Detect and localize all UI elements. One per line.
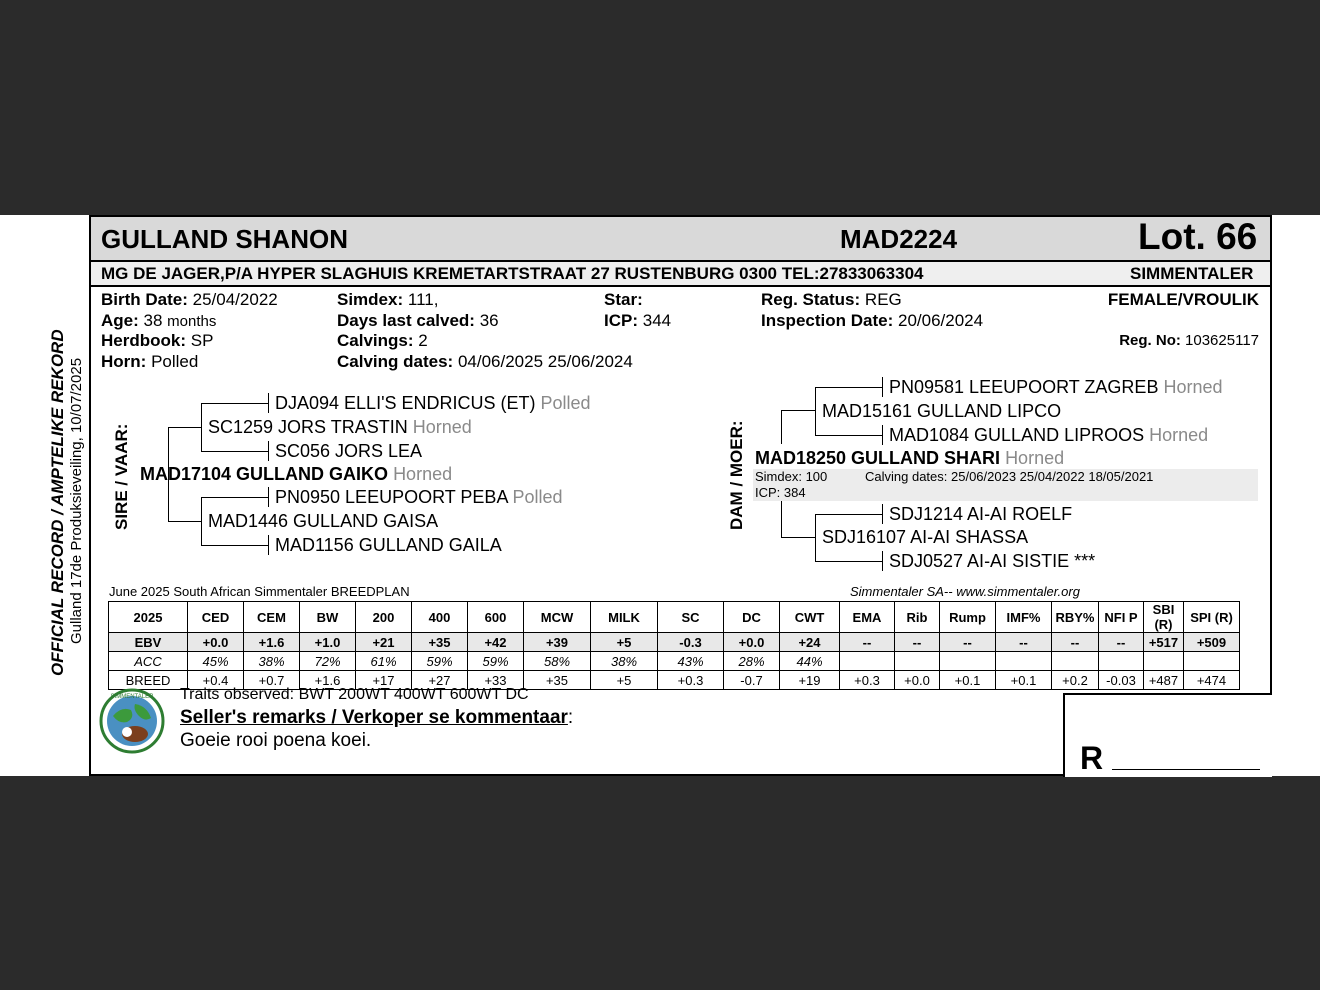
table-cell: +5 [591, 633, 658, 652]
animal-tag: MAD2224 [840, 224, 958, 254]
table-cell: +27 [412, 671, 468, 690]
table-cell: +0.2 [1052, 671, 1099, 690]
table-cell: -- [996, 633, 1052, 652]
lot-number: Lot. 66 [1138, 216, 1258, 257]
inspection-date: Inspection Date: 20/06/2024 [761, 311, 984, 330]
table-cell: +24 [780, 633, 840, 652]
animal-name: GULLAND SHANON [101, 224, 348, 254]
table-cell: +0.1 [996, 671, 1052, 690]
table-cell: ACC [109, 652, 188, 671]
table-cell: +0.1 [940, 671, 996, 690]
table-cell: 2025 [109, 602, 188, 633]
sire-sire-sire: DJA094 ELLI'S ENDRICUS (ET) Polled [275, 393, 591, 413]
table-cell: 38% [244, 652, 300, 671]
table-cell: +474 [1184, 671, 1240, 690]
reg-status: Reg. Status: REG [761, 290, 902, 309]
table-cell: +0.0 [188, 633, 244, 652]
table-cell: +0.3 [840, 671, 895, 690]
remarks-text: Goeie rooi poena koei. [180, 730, 372, 751]
dam-sire-sire: PN09581 LEEUPOORT ZAGREB Horned [889, 377, 1223, 397]
table-cell: Rib [895, 602, 940, 633]
table-cell: +1.6 [300, 671, 356, 690]
table-cell: Rump [940, 602, 996, 633]
herdbook: Herdbook: SP [101, 331, 214, 350]
table-cell: 200 [356, 602, 412, 633]
table-cell: +33 [468, 671, 524, 690]
table-cell: -0.3 [658, 633, 724, 652]
sire-sire-dam: SC056 JORS LEA [275, 441, 423, 461]
price-line[interactable] [1112, 769, 1260, 770]
table-row-ebv [109, 633, 1240, 652]
table-cell: IMF% [996, 602, 1052, 633]
reg-number: Reg. No: 103625117 [1119, 332, 1259, 349]
table-cell: 43% [658, 652, 724, 671]
dam-label: DAM / MOER: [727, 420, 746, 530]
table-cell [940, 652, 996, 671]
table-cell: +517 [1144, 633, 1184, 652]
table-cell: -- [895, 633, 940, 652]
remarks-title: Seller's remarks / Verkoper se kommentaar: [180, 707, 574, 728]
age: Age: 38 months [101, 311, 217, 330]
table-cell: +35 [524, 671, 591, 690]
calving-dates: Calving dates: 04/06/2025 25/06/2024 [337, 352, 633, 371]
official-record-label: OFFICIAL RECORD / AMPTELIKE REKORD [48, 329, 67, 676]
table-cell: RBY% [1052, 602, 1099, 633]
table-cell: EMA [840, 602, 895, 633]
table-cell: +0.0 [895, 671, 940, 690]
table-cell [895, 652, 940, 671]
sale-label: Gulland 17de Produksieveiling, 10/07/2025 [68, 357, 85, 644]
table-cell: CWT [780, 602, 840, 633]
table-cell: -0.7 [724, 671, 780, 690]
table-cell: +19 [780, 671, 840, 690]
breedplan-title: June 2025 South African Simmentaler BREEDPLAN [109, 584, 410, 599]
table-cell: 400 [412, 602, 468, 633]
birth-date: Birth Date: 25/04/2022 [101, 290, 278, 309]
table-cell: SC [658, 602, 724, 633]
table-cell [996, 652, 1052, 671]
table-cell: +5 [591, 671, 658, 690]
table-cell: +0.7 [244, 671, 300, 690]
table-cell [1184, 652, 1240, 671]
sire-label: SIRE / VAAR: [112, 423, 131, 530]
table-cell: MILK [591, 602, 658, 633]
table-cell: +42 [468, 633, 524, 652]
table-cell: 61% [356, 652, 412, 671]
sire-sire: SC1259 JORS TRASTIN Horned [208, 417, 472, 437]
calvings: Calvings: 2 [337, 331, 428, 350]
price-label: R [1080, 740, 1104, 776]
traits-observed: Traits observed: BWT 200WT 400WT 600WT DC [180, 686, 529, 703]
sire-dam-sire: PN0950 LEEUPOORT PEBA Polled [275, 487, 563, 507]
dam-simdex: Simdex: 100 [755, 469, 828, 484]
days-last-calved: Days last calved: 36 [337, 311, 499, 330]
table-cell [1052, 652, 1099, 671]
table-cell: BW [300, 602, 356, 633]
breedplan-website: Simmentaler SA-- www.simmentaler.org [850, 584, 1080, 599]
dam-dam-dam: SDJ0527 AI-AI SISTIE *** [889, 551, 1096, 571]
bottom-border [89, 774, 1065, 776]
table-cell: +39 [524, 633, 591, 652]
table-cell: +17 [356, 671, 412, 690]
table-cell: -- [1099, 633, 1144, 652]
table-cell: SPI (R) [1184, 602, 1240, 633]
sire-dam: MAD1446 GULLAND GAISA [208, 511, 439, 531]
icp: ICP: 344 [604, 311, 672, 330]
table-cell: 28% [724, 652, 780, 671]
table-cell [1144, 652, 1184, 671]
table-cell: +0.0 [724, 633, 780, 652]
table-cell: DC [724, 602, 780, 633]
owner-info: MG DE JAGER,P/A HYPER SLAGHUIS KREMETARTSTRAAT 27 RUSTENBURG 0300 TEL:27833063304 [101, 264, 924, 283]
table-cell: BREED [109, 671, 188, 690]
table-cell: CEM [244, 602, 300, 633]
dam-sire: MAD15161 GULLAND LIPCO [822, 401, 1062, 421]
table-cell: +1.0 [300, 633, 356, 652]
table-cell: 44% [780, 652, 840, 671]
dam-icp: ICP: 384 [755, 485, 806, 500]
table-cell: EBV [109, 633, 188, 652]
dam-dam: SDJ16107 AI-AI SHASSA [822, 527, 1029, 547]
simmentaler-logo [99, 688, 165, 754]
breed-name: SIMMENTALER [1130, 264, 1254, 283]
table-cell: -0.03 [1099, 671, 1144, 690]
star: Star: [604, 290, 643, 309]
table-cell [1099, 652, 1144, 671]
sex: FEMALE/VROULIK [1107, 290, 1259, 309]
sire-dam-dam: MAD1156 GULLAND GAILA [275, 535, 502, 555]
table-cell: 59% [412, 652, 468, 671]
table-cell: 59% [468, 652, 524, 671]
table-cell: -- [840, 633, 895, 652]
table-cell: NFI P [1099, 602, 1144, 633]
table-cell: SBI (R) [1144, 602, 1184, 633]
table-cell: +1.6 [244, 633, 300, 652]
table-cell [840, 652, 895, 671]
simdex: Simdex: 111, [337, 290, 439, 309]
table-row-acc [109, 652, 1240, 671]
table-cell: +0.3 [658, 671, 724, 690]
dam-name: MAD18250 GULLAND SHARI Horned [755, 448, 1065, 468]
table-header-row [109, 602, 1240, 633]
table-cell: +509 [1184, 633, 1240, 652]
table-cell: +21 [356, 633, 412, 652]
table-cell: +487 [1144, 671, 1184, 690]
table-cell: +35 [412, 633, 468, 652]
breedplan-table [108, 601, 1240, 690]
table-cell: MCW [524, 602, 591, 633]
table-cell: 45% [188, 652, 244, 671]
sire-name: MAD17104 GULLAND GAIKO Horned [140, 464, 453, 484]
table-cell: 38% [591, 652, 658, 671]
dam-sire-dam: MAD1084 GULLAND LIPROOS Horned [889, 425, 1209, 445]
dam-dam-sire: SDJ1214 AI-AI ROELF [889, 504, 1073, 524]
table-cell: +0.4 [188, 671, 244, 690]
table-cell: 600 [468, 602, 524, 633]
table-cell: 58% [524, 652, 591, 671]
table-cell: -- [940, 633, 996, 652]
svg-text:SIMMENTALER: SIMMENTALER [110, 694, 154, 700]
table-cell: -- [1052, 633, 1099, 652]
horn-status: Horn: Polled [101, 352, 199, 371]
dam-calving-dates: Calving dates: 25/06/2023 25/04/2022 18/05/2021 [865, 469, 1154, 484]
table-cell: CED [188, 602, 244, 633]
table-cell: 72% [300, 652, 356, 671]
